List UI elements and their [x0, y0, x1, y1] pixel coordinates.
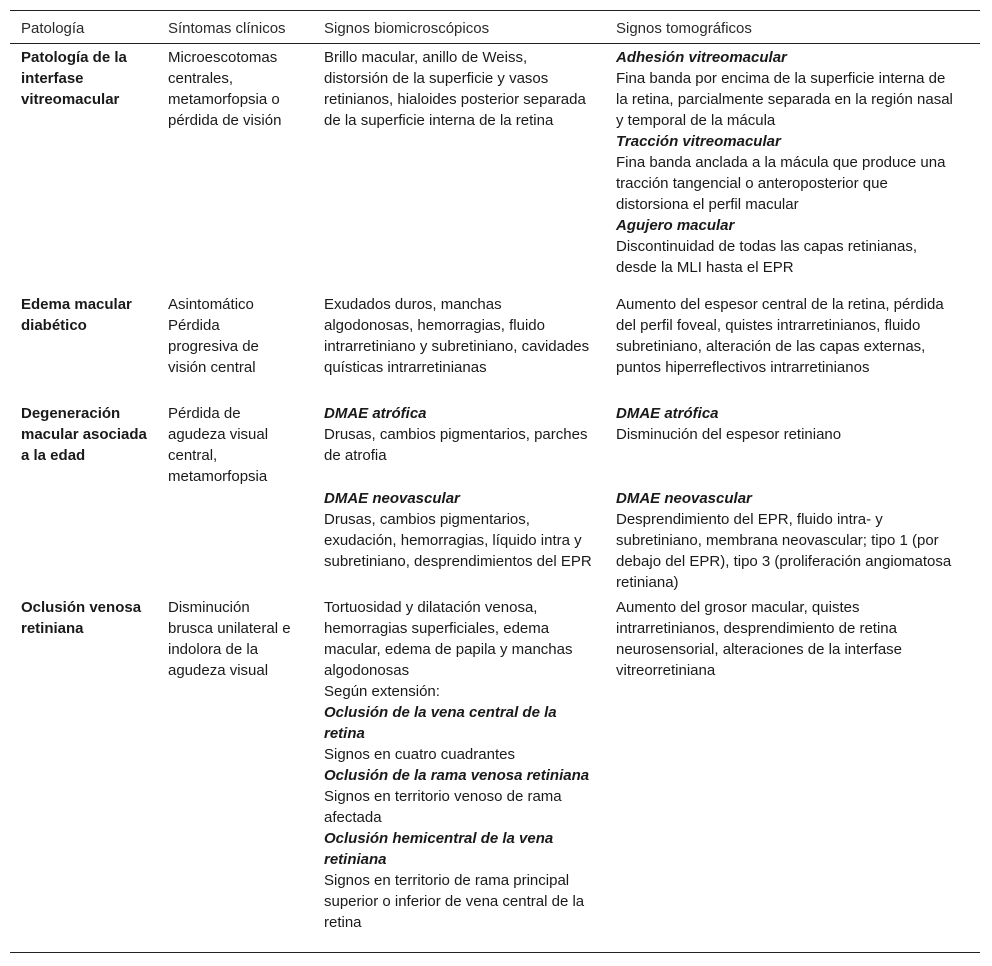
biomicro-text: Signos en territorio de rama principal superior o inferior de vena central de la retina: [324, 872, 585, 931]
biomicro-title: Oclusión de la vena central de la retina: [324, 704, 557, 742]
tomo-text: Discontinuidad de todas las capas retinianas, desde la MLI hasta el EPR: [616, 238, 918, 276]
tomo-text: Disminución del espesor retiniano: [616, 426, 842, 443]
row-patologia: Patología de la interfase vitreomacular: [21, 49, 127, 108]
row-tomo: Aumento del espesor central de la retina, pérdida del perfil foveal, quistes intrarretinianos, fluido subretiniano, alteración de las capas externas, puntos hiperreflectivos intrarretinianos: [616, 296, 944, 376]
header-tomo: Signos tomográficos: [616, 20, 752, 37]
row-tomo-atrofica: [616, 403, 961, 445]
row-patologia: Degeneración macular asociada a la edad: [21, 405, 147, 464]
table-row: [10, 594, 980, 952]
row-sintomas: Microescotomas centrales, metamorfopsia o pérdida de visión: [168, 49, 282, 129]
biomicro-title: DMAE atrófica: [324, 405, 427, 422]
tomo-text: Fina banda por encima de la superficie interna de la retina, parcialmente separada en la región nasal y temporal de la mácula: [616, 70, 953, 129]
row-patologia: Oclusión venosa retiniana: [21, 599, 142, 637]
row-biomicro-atrofica: [324, 403, 594, 466]
biomicro-text: Drusas, cambios pigmentarios, exudación, hemorragias, líquido intra y subretiniano, desprendimientos del EPR: [324, 511, 592, 570]
header-patologia: Patología: [21, 20, 85, 37]
sintoma-line: Asintomático: [168, 296, 254, 313]
row-biomicro-neovascular: [324, 488, 594, 572]
tomo-title: Agujero macular: [616, 217, 735, 234]
row-tomo-neovascular: [616, 488, 961, 593]
row-tomo: [616, 47, 961, 278]
clinical-table: [10, 10, 980, 953]
table-row: [10, 44, 980, 290]
row-biomicro: Brillo macular, anillo de Weiss, distorsión de la superficie y vasos retinianos, hialoides posterior separada de la superficie interna de la retina: [324, 49, 586, 129]
table-row: [10, 290, 980, 399]
table-header: [10, 11, 980, 44]
biomicro-text: Signos en territorio venoso de rama afectada: [324, 788, 562, 826]
biomicro-title: Oclusión hemicentral de la vena retiniana: [324, 830, 554, 868]
tomo-title: Adhesión vitreomacular: [616, 49, 787, 66]
tomo-text: Desprendimiento del EPR, fluido intra- y subretiniano, membrana neovascular; tipo 1 (por debajo del EPR), tipo 3 (proliferación angiomatosa retiniana): [616, 511, 952, 591]
tomo-title: DMAE atrófica: [616, 405, 719, 422]
biomicro-title: DMAE neovascular: [324, 490, 460, 507]
biomicro-text: Drusas, cambios pigmentarios, parches de atrofia: [324, 426, 588, 464]
biomicro-subheading: Según extensión:: [324, 683, 440, 700]
tomo-text: Fina banda anclada a la mácula que produce una tracción tangencial o anteroposterior que distorsiona el perfil macular: [616, 154, 946, 213]
biomicro-title: Oclusión de la rama venosa retiniana: [324, 767, 590, 784]
tomo-title: Tracción vitreomacular: [616, 133, 781, 150]
row-sintomas: Pérdida de agudeza visual central, metamorfopsia: [168, 405, 269, 485]
row-patologia: Edema macular diabético: [21, 296, 132, 334]
sintoma-line: Pérdida progresiva de visión central: [168, 317, 259, 376]
row-biomicro: Exudados duros, manchas algodonosas, hemorragias, fluido intrarretiniano y subretiniano, cavidades quísticas intrarretinianas: [324, 296, 590, 376]
header-sintomas: Síntomas clínicos: [168, 20, 286, 37]
header-biomicro: Signos biomicroscópicos: [324, 20, 490, 37]
row-sintomas: Disminución brusca unilateral e indolora de la agudeza visual: [168, 599, 291, 679]
row-sintomas: [168, 294, 293, 378]
table-row: [10, 399, 980, 594]
biomicro-text: Signos en cuatro cuadrantes: [324, 746, 515, 763]
tomo-title: DMAE neovascular: [616, 490, 752, 507]
biomicro-text: Tortuosidad y dilatación venosa, hemorragias superficiales, edema macular, edema de papila y manchas algodonosas: [324, 599, 573, 679]
row-biomicro: [324, 597, 594, 933]
row-tomo: Aumento del grosor macular, quistes intrarretinianos, desprendimiento de retina neurosensorial, alteraciones de la interfase vitreorretiniana: [616, 599, 903, 679]
